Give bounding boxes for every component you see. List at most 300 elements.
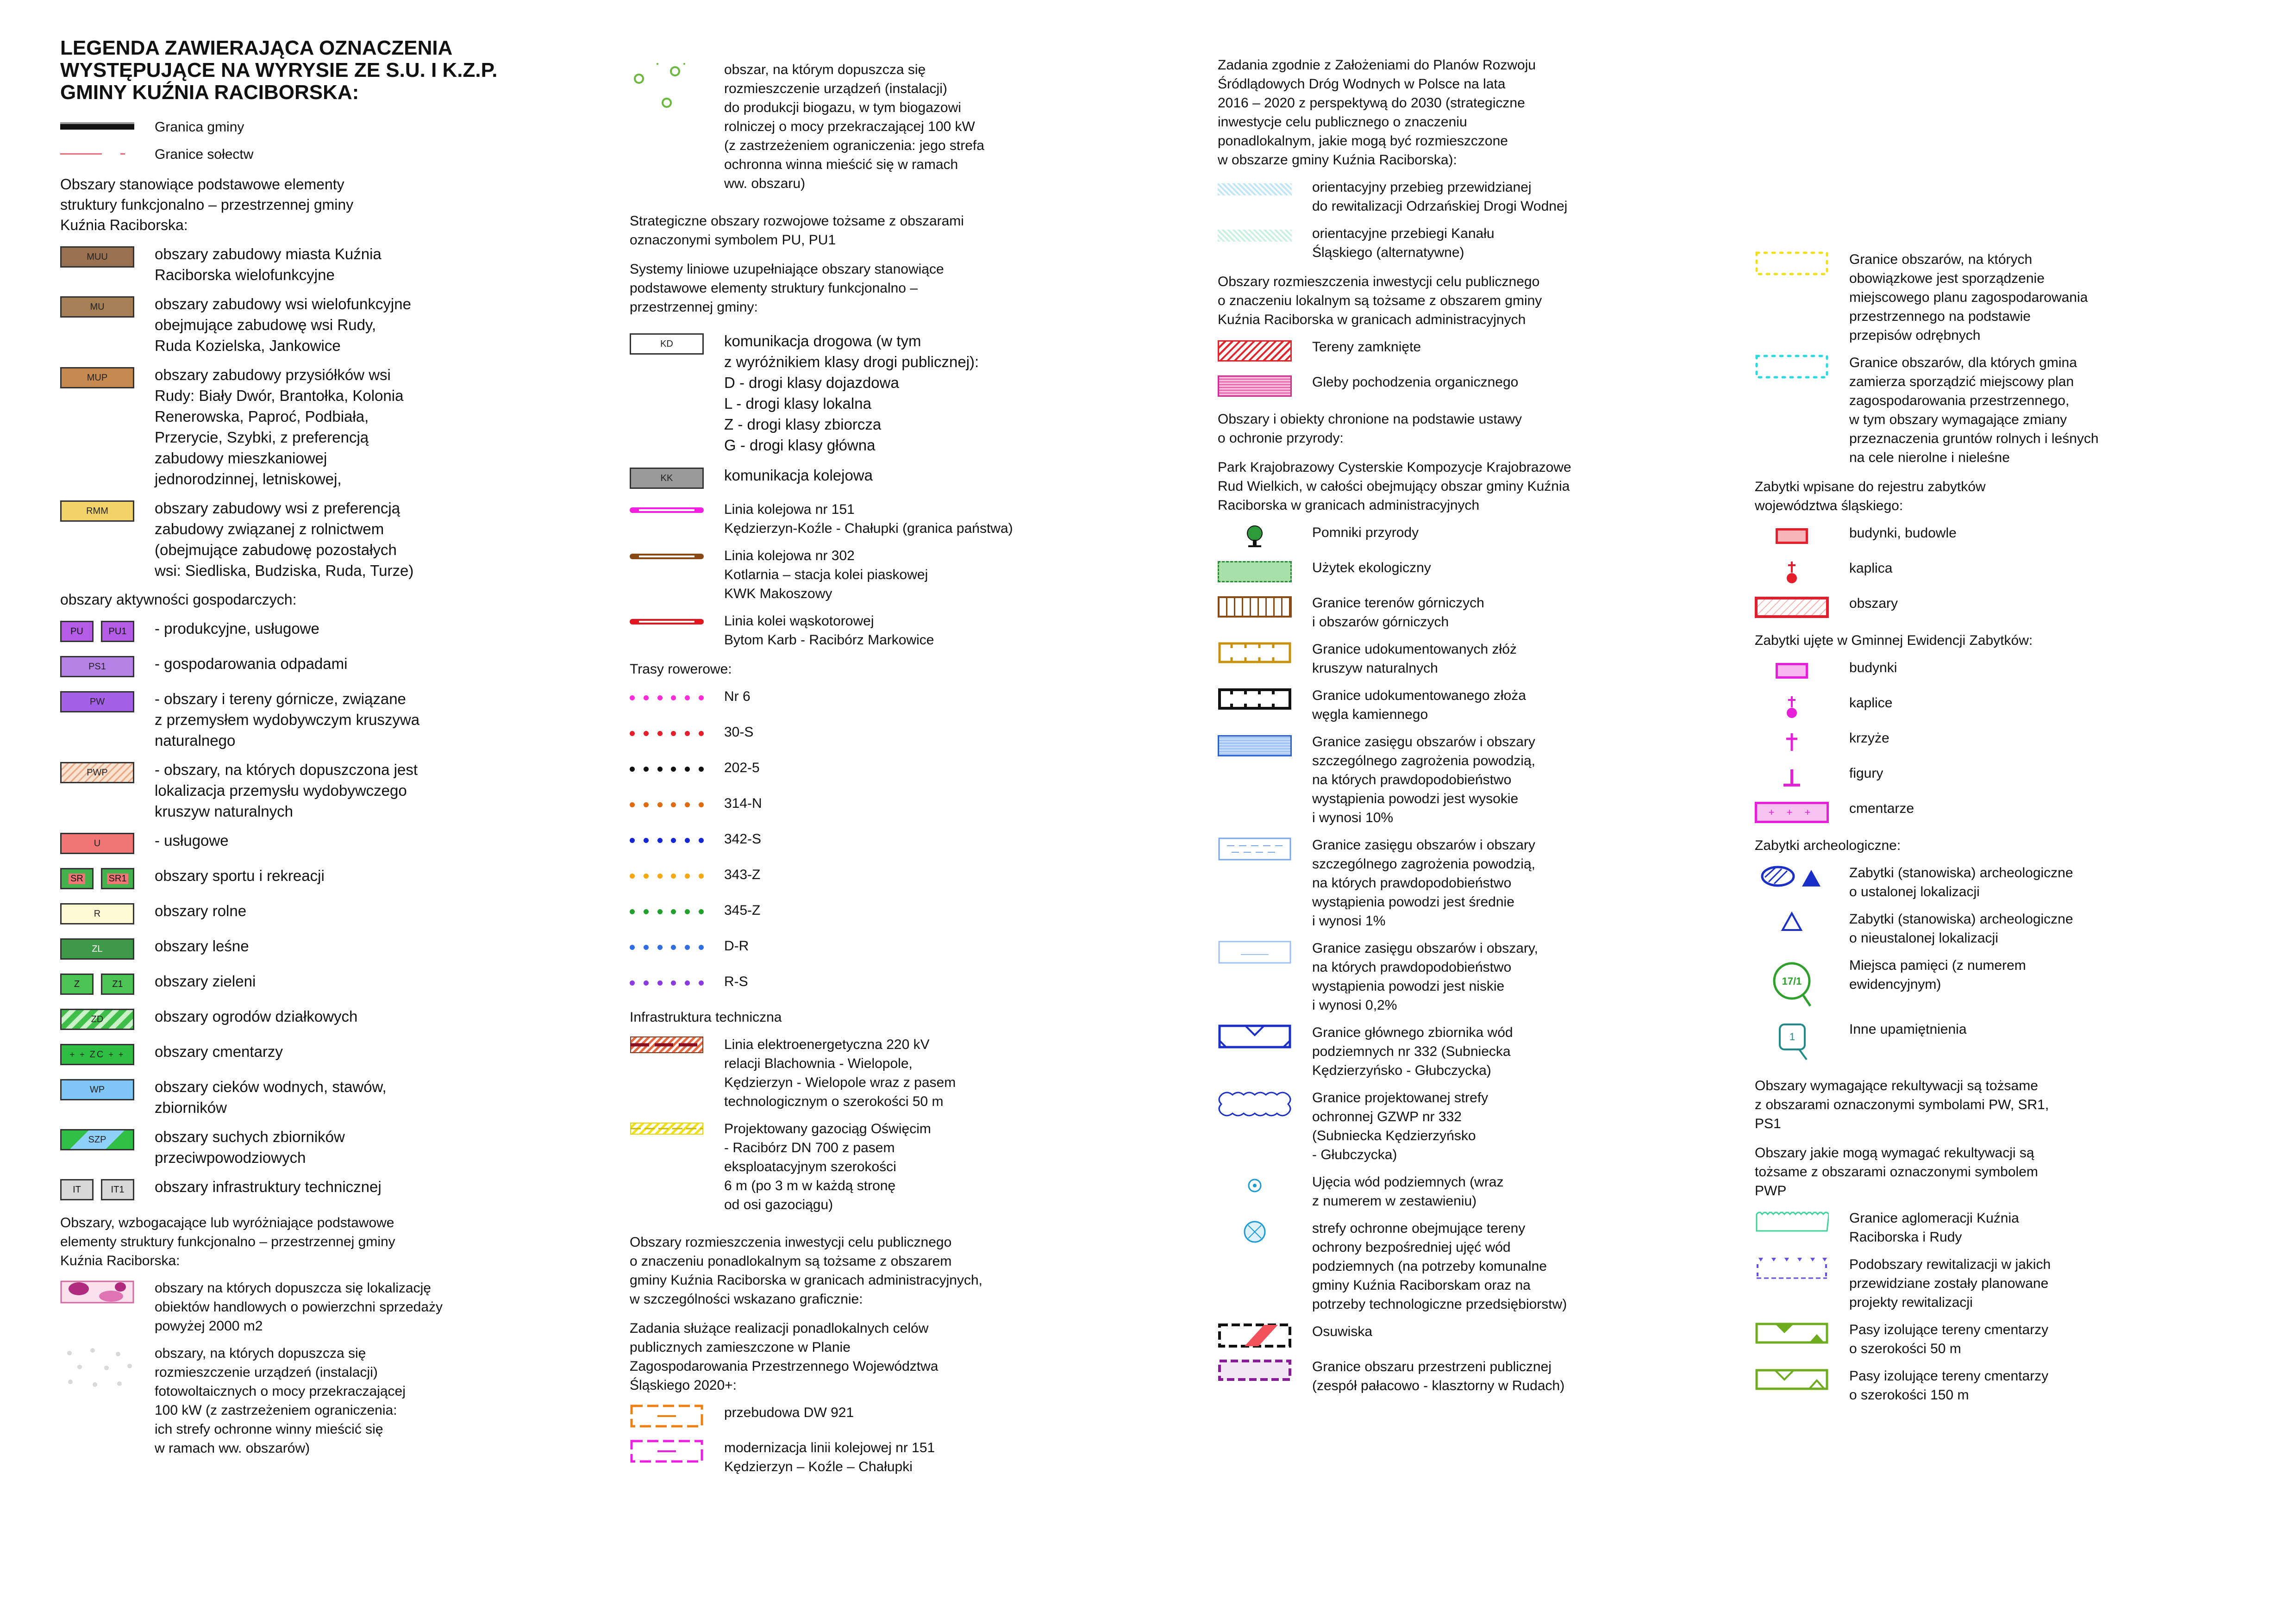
legend-label: budynki, budowle: [1849, 525, 1957, 541]
legend-label: obszary, na których dopuszcza się rozmieszczenie urządzeń (instalacji) fotowoltaicznych o mocy przekraczającej 100 kW (z zastrzeżeniem ograniczenia: ich strefy ochronne winny mieścić się w ramach ww. obszarów): [155, 1346, 406, 1456]
cemetery-buffer-50-icon: [1755, 1320, 1829, 1347]
flood-high-box: [1218, 735, 1292, 756]
pwp-symbol: [60, 759, 134, 786]
legend-label: Granice terenów górniczych i obszarów górniczych: [1312, 595, 1484, 630]
legend-item-gez-figury: [1755, 764, 2273, 791]
legend-item-gez-cmentarze: [1755, 799, 2273, 826]
gzwp-symbol: [1218, 1023, 1292, 1050]
legend-item-inne-upamietnienia: [1755, 1020, 2273, 1066]
bike-route-name: R-S: [724, 974, 748, 989]
legend-item-rail151: [630, 500, 1204, 538]
gez-building-box: [1776, 663, 1808, 679]
z1-box: Z1: [101, 974, 134, 995]
protection-zone-symbol: [1218, 1219, 1292, 1246]
r-symbol: [60, 900, 134, 927]
legend-item-sr: [60, 865, 607, 892]
legend-item-pas-150: [1755, 1367, 2273, 1405]
pu-symbol: [60, 618, 134, 645]
bike-route-dots-symbol: [630, 936, 704, 955]
legend-item-muu: [60, 243, 607, 285]
bike-route-name: 342-S: [724, 831, 762, 847]
legend-label: Użytek ekologiczny: [1312, 560, 1431, 575]
legend-item-granice-solectw: [60, 145, 607, 164]
legend-label: Granice udokumentowanych złóż kruszyw naturalnych: [1312, 642, 1517, 676]
gzwp-zone-icon: [1218, 1088, 1296, 1121]
gez-chapel-symbol: [1755, 693, 1829, 720]
legend-label: Granice sołectw: [155, 147, 254, 162]
mup-symbol: [60, 364, 134, 391]
cemetery-buffer-150-icon: [1755, 1367, 1829, 1393]
legend-label: przebudowa DW 921: [724, 1405, 854, 1420]
legend-item-gez-kaplice: [1755, 693, 2273, 720]
narrow-gauge-line-symbol: [630, 612, 704, 638]
legend-item-rmm: [60, 498, 607, 581]
legend-item-strefa-gzwp: [1218, 1088, 1741, 1164]
coal-deposit-symbol: [1218, 686, 1292, 713]
legend-label: obszary leśne: [155, 937, 249, 955]
retail-area-symbol: [60, 1279, 134, 1305]
registered-area-symbol: [1755, 594, 1829, 621]
legend-label: obszary zabudowy wsi z preferencją zabudowy związanej z rolnictwem (obejmujące zabudowę pozostałych wsi: Siedliska, Budziska, Ruda, Turze): [155, 499, 414, 579]
pw-symbol: [60, 688, 134, 715]
section-header-park: Park Krajobrazowy Cysterskie Kompozycje Krajobrazowe Rud Wielkich, w całości obejmujący obszar gminy Kuźnia Raciborska w granicach administracyjnych: [1218, 460, 1571, 513]
legend-item-rej-kaplica: [1755, 559, 2273, 586]
sr-symbol: [60, 865, 134, 892]
legend-item-pu: [60, 618, 607, 645]
legend-label: obszary: [1849, 596, 1898, 611]
legend-label: Granice obszaru przestrzeni publicznej (zespół pałacowo - klasztorny w Rudach): [1312, 1359, 1565, 1393]
legend-item-gaz: [630, 1119, 1204, 1214]
legend-column-3: [1218, 56, 1741, 1404]
ecological-area-box: [1218, 561, 1292, 582]
memorial-site-icon: [1755, 956, 1829, 1011]
legend-item-gez-krzyze: [1755, 729, 2273, 755]
closed-area-box: [1218, 340, 1292, 362]
rail302-line-symbol: [630, 546, 704, 573]
legend-label: obszary rolne: [155, 902, 247, 919]
legend-label: Granice głównego zbiornika wód podziemnych nr 332 (Subniecka Kędzierzyńsko - Głubczycka): [1312, 1025, 1513, 1078]
u-symbol: [60, 830, 134, 857]
legend-label: kaplice: [1849, 695, 1893, 711]
arch-unlocated-symbol: [1755, 910, 1829, 936]
legend-item-uzytek: [1218, 558, 1741, 585]
legend-item-zamkniete: [1218, 337, 1741, 364]
legend-label: Granice aglomeracji Kuźnia Raciborska i Rudy: [1849, 1211, 2019, 1245]
flood-low-icon: [1218, 939, 1292, 966]
bike-route-name: 343-Z: [724, 867, 761, 882]
sr-box: SR: [60, 868, 94, 889]
legend-item-rej-budynki: [1755, 524, 2273, 550]
section-header-infrastruktura: Infrastruktura techniczna: [630, 1010, 782, 1025]
legend-item-gleby: [1218, 373, 1741, 400]
legend-item-handel: [60, 1279, 607, 1336]
legend-label: obszar, na którym dopuszcza się rozmieszczenie urządzeń (instalacji) do produkcji biogazu, w tym biogazowi rolniczej o mocy przekraczającej 100 kW (z zastrzeżeniem ograniczenia: jego strefa ochronna winna mieścić się w ramach ww. obszaru): [724, 62, 984, 191]
zc-symbol: [60, 1041, 134, 1068]
other-memorial-symbol: [1755, 1020, 1829, 1066]
legend-label: Granice zasięgu obszarów i obszary szczególnego zagrożenia powodzią, na których prawdopodobieństwo wystąpienia powodzi jest wysokie i wynosi 10%: [1312, 734, 1535, 825]
legend-label: obszary zabudowy miasta Kuźnia Raciborska wielofunkcyjne: [155, 245, 382, 283]
legend-item-szp: [60, 1126, 607, 1168]
legend-label: orientacyjny przebieg przewidzianej do rewitalizacji Odrzańskiej Drogi Wodnej: [1312, 180, 1568, 214]
legend-label: Projektowany gazociąg Oświęcim - Racibórz DN 700 z pasem eksploatacyjnym szerokości 6 m (po 3 m w każdą stronę od osi gazociągu): [724, 1121, 931, 1212]
legend-item-biogaz: [630, 60, 1204, 193]
cross-icon: [1755, 729, 1829, 755]
flood-medium-symbol: [1218, 836, 1292, 862]
closed-area-symbol: [1218, 337, 1292, 364]
u-box: U: [60, 833, 134, 854]
organic-soil-symbol: [1218, 373, 1292, 400]
chapel-icon: [1755, 559, 1829, 586]
legend-label: Granice obszarów, na których obowiązkowe jest sporządzenie miejscowego planu zagospodarowania przestrzennego na podstawie przepisów odrębnych: [1849, 252, 2088, 343]
gas-pipeline-symbol: [630, 1119, 704, 1146]
legend-item-trasa: [630, 901, 1204, 920]
zd-box: ZD: [60, 1009, 134, 1030]
legend-label: obszary ogrodów działkowych: [155, 1008, 358, 1025]
ps1-symbol: [60, 653, 134, 680]
legend-item-zmiany: [1755, 353, 2273, 467]
legend-label: - obszary i tereny górnicze, związane z przemysłem wydobywczym kruszywa naturalnego: [155, 690, 420, 749]
it1-box: IT1: [101, 1179, 134, 1200]
kk-symbol: [630, 465, 704, 492]
bike-route-dots-symbol: [630, 758, 704, 777]
legend-label: Zabytki (stanowiska) archeologiczne o nieustalonej lokalizacji: [1849, 911, 2073, 946]
legend-label: Tereny zamknięte: [1312, 339, 1421, 355]
zc-box: + + ZC + +: [60, 1044, 134, 1065]
legend-label: obszary cieków wodnych, stawów, zbiorników: [155, 1078, 387, 1116]
mu-box: MU: [60, 296, 134, 318]
biogas-symbol: [630, 60, 704, 130]
legend-label: kaplica: [1849, 561, 1893, 576]
gez-chapel-icon: [1755, 693, 1829, 720]
bike-route-dots-symbol: [630, 723, 704, 741]
legend-label: - obszary, na których dopuszczona jest lokalizacja przemysłu wydobywczego kruszyw naturalnych: [155, 761, 418, 820]
bike-route-dots-symbol: [630, 972, 704, 991]
legend-label: Ujęcia wód podziemnych (wraz z numerem w zestawieniu): [1312, 1174, 1504, 1209]
dw921-dashed-box-icon: [630, 1403, 704, 1430]
mod151-symbol: [630, 1438, 704, 1465]
cemetery-buffer-150-symbol: [1755, 1367, 1829, 1393]
section-header-rekultywacja-2: Obszary jakie mogą wymagać rekultywacji są tożsame z obszarami oznaczonymi symbolem PWP: [1755, 1145, 2038, 1199]
legend-item-arch-ustalona: [1755, 863, 2273, 901]
legend-item-wp: [60, 1076, 607, 1118]
legend-label: - gospodarowania odpadami: [155, 655, 348, 672]
gas-pipeline-icon: [630, 1119, 704, 1146]
legend-item-wegiel: [1218, 686, 1741, 724]
legend-item-rail302: [630, 546, 1204, 603]
legend-item-trasa: [630, 758, 1204, 777]
gez-figure-symbol: [1755, 764, 1829, 791]
legend-item-trasa: [630, 687, 1204, 706]
planned-plan-icon: [1755, 353, 1829, 380]
section-header-ponadlokalne: Obszary rozmieszczenia inwestycji celu publicznego o znaczeniu ponadlokalnym są tożsame z obszarem gminy Kuźnia Raciborska w granicach administracyjnych, w szczególności wskazano graficznie:: [630, 1235, 982, 1307]
legend-column-1: [60, 37, 607, 1466]
legend-item-odra: [1218, 178, 1741, 216]
retail-pattern-icon: [60, 1279, 134, 1305]
legend-item-rewitalizacja: [1755, 1255, 2273, 1312]
tree-icon: [1218, 523, 1292, 550]
zl-box: ZL: [60, 938, 134, 960]
aggregate-deposit-symbol: [1218, 640, 1292, 667]
legend-label: obszary zabudowy wsi wielofunkcyjne obejmujące zabudowę wsi Rudy, Ruda Kozielska, Jankowice: [155, 295, 411, 354]
muu-box: MUU: [60, 246, 134, 268]
legend-label: obszary sportu i rekreacji: [155, 867, 325, 884]
kd-symbol: [630, 331, 704, 357]
legend-label: obszary na których dopuszcza się lokalizację obiektów handlowych o powierzchni sprzedaży powyżej 2000 m2: [155, 1280, 443, 1334]
gzwp-icon: [1218, 1023, 1292, 1050]
legend-item-railwask: [630, 612, 1204, 649]
flood-medium-icon: [1218, 836, 1292, 862]
z-symbol: [60, 971, 134, 998]
bike-route-name: 345-Z: [724, 903, 761, 918]
section-header-rekultywacja-1: Obszary wymagające rekultywacji są tożsame z obszarami oznaczonymi symbolami PW, SR1, PS1: [1755, 1078, 2049, 1131]
memorial-site-symbol: [1755, 956, 1829, 1011]
zl-symbol: [60, 936, 134, 962]
mup-box: MUP: [60, 367, 134, 388]
legend-item-trasa: [630, 865, 1204, 884]
protection-zone-icon: [1218, 1219, 1292, 1246]
village-border-symbol: [60, 145, 134, 163]
municipality-border-symbol: [60, 118, 134, 136]
szp-symbol: [60, 1126, 134, 1153]
section-header-lokalne: Obszary rozmieszczenia inwestycji celu publicznego o znaczeniu lokalnym są tożsame z obszarem gminy Kuźnia Raciborska w granicach administracyjnych: [1218, 274, 1542, 327]
pu-box: PU: [60, 621, 94, 642]
section-header-strategiczne: Strategiczne obszary rozwojowe tożsame z obszarami oznaczonymi symbolem PU, PU1: [630, 213, 964, 248]
legend-label: Gleby pochodzenia organicznego: [1312, 375, 1519, 390]
legend-item-gzwp: [1218, 1023, 1741, 1080]
wp-symbol: [60, 1076, 134, 1103]
coal-deposit-icon: [1218, 686, 1292, 713]
other-memorial-number: 1: [1789, 1031, 1796, 1042]
legend-label: - usługowe: [155, 832, 229, 849]
legend-item-u: [60, 830, 607, 857]
bike-route-dots-symbol: [630, 687, 704, 705]
mandatory-plan-icon: [1755, 250, 1829, 277]
legend-label: obszary cmentarzy: [155, 1043, 283, 1060]
rail151-line-symbol: [630, 500, 704, 527]
legend-label: Linia kolejowa nr 302 Kotlarnia – stacja kolei piaskowej KWK Makoszowy: [724, 548, 928, 601]
legend-item-zespol: [1218, 1357, 1741, 1395]
revitalization-symbol: [1755, 1255, 1829, 1282]
it-symbol: [60, 1176, 134, 1203]
pu1-box: PU1: [101, 621, 134, 642]
ps1-box: PS1: [60, 656, 134, 677]
landslide-symbol: [1218, 1322, 1292, 1349]
gez-cemetery-box: + + +: [1755, 802, 1829, 823]
legend-label: Pasy izolujące tereny cmentarzy o szerokości 150 m: [1849, 1368, 2049, 1403]
legend-label: orientacyjne przebiegi Kanału Śląskiego (alternatywne): [1312, 226, 1495, 260]
legend-item-trasa: [630, 723, 1204, 742]
bike-route-name: 30-S: [724, 724, 754, 740]
section-header-systemy: Systemy liniowe uzupełniające obszary stanowiące podstawowe elementy struktury funkcjonalno – przestrzennej gminy:: [630, 262, 944, 315]
legend-item-pas-50: [1755, 1320, 2273, 1358]
bike-route-dots-symbol: [630, 901, 704, 919]
legend-item-gornicze: [1218, 593, 1741, 631]
bike-route-dots-symbol: [630, 794, 704, 812]
bike-route-dots-symbol: [630, 830, 704, 848]
ecological-area-symbol: [1218, 558, 1292, 585]
registered-building-box: [1776, 528, 1808, 544]
legend-label: obszary zabudowy przysiółków wsi Rudy: Biały Dwór, Brantołka, Kolonia Renerowska, Paproć, Podbiała, Przerycie, Szybki, z preferencją zabudowy mieszkaniowej jednorodzinnej, letniskowej,: [155, 366, 404, 487]
legend-label: Granice zasięgu obszarów i obszary, na których prawdopodobieństwo wystąpienia powodzi jest niskie i wynosi 0,2%: [1312, 941, 1538, 1013]
power-line-icon: [630, 1035, 704, 1062]
legend-label: obszary suchych zbiorników przeciwpowodziowych: [155, 1128, 345, 1166]
aggregate-deposit-icon: [1218, 640, 1292, 667]
water-intake-icon: [1218, 1173, 1292, 1199]
legend-label: Granica gminy: [155, 119, 244, 135]
legend-label: - produkcyjne, usługowe: [155, 620, 319, 637]
legend-label: cmentarze: [1849, 801, 1914, 816]
gez-building-symbol: [1755, 658, 1829, 685]
section-header-archeologiczne: Zabytki archeologiczne:: [1755, 838, 1901, 853]
legend-label: krzyże: [1849, 730, 1889, 746]
legend-label: Podobszary rewitalizacji w jakich przewidziane zostały planowane projekty rewitalizacji: [1849, 1257, 2051, 1310]
power-line-symbol: [630, 1035, 704, 1062]
sr1-box: SR1: [101, 868, 134, 889]
mandatory-plan-symbol: [1755, 250, 1829, 277]
legend-item-mpzp: [1755, 250, 2273, 345]
legend-label: Zabytki (stanowiska) archeologiczne o ustalonej lokalizacji: [1849, 865, 2073, 899]
legend-item-pwp: [60, 759, 607, 822]
other-memorial-icon: [1755, 1020, 1829, 1066]
legend-label: budynki: [1849, 660, 1897, 675]
photovoltaic-area-symbol: [60, 1344, 134, 1371]
legend-item-trasa: [630, 972, 1204, 991]
section-header-chronione: Obszary i obiekty chronione na podstawie ustawy o ochronie przyrody:: [1218, 412, 1522, 446]
gez-cemetery-symbol: [1755, 799, 1829, 826]
flood-low-symbol: [1218, 939, 1292, 966]
legend-item-miejsca-pamieci: [1755, 956, 2273, 1011]
section-header-drogi-wodne: Zadania zgodnie z Założeniami do Planów Rozwoju Śródlądowych Dróg Wodnych w Polsce na lata 2016 – 2020 z perspektywą do 2030 (strategiczne inwestycje celu publicznego o znaczeniu ponadlokalnym, jakie mogą być rozmieszczone w obszarze gminy Kuźnia Raciborska):: [1218, 57, 1536, 168]
gez-cross-symbol: [1755, 729, 1829, 755]
kk-box: KK: [630, 468, 704, 489]
legend-item-ujecia: [1218, 1173, 1741, 1211]
legend-item-powodz-1: [1218, 836, 1741, 930]
mining-area-symbol: [1218, 593, 1292, 620]
legend-item-strefy-ochronne: [1218, 1219, 1741, 1314]
legend-item-trasa: [630, 794, 1204, 813]
legend-column-4: [1755, 250, 2273, 1413]
legend-item-arch-nieustalona: [1755, 910, 2273, 948]
legend-label: komunikacja kolejowa: [724, 467, 873, 484]
section-header-gospodarcze: obszary aktywności gospodarczych:: [60, 591, 297, 608]
natural-monument-symbol: [1218, 523, 1292, 550]
legend-item-pw: [60, 688, 607, 751]
legend-item-granica-gminy: [60, 118, 607, 137]
legend-label: Linia elektroenergetyczna 220 kV relacji Blachownia - Wielopole, Kędzierzyn - Wielopole wraz z pasem technologicznym o szerokości 50 m: [724, 1037, 956, 1109]
legend-item-kruszywa: [1218, 640, 1741, 678]
registered-area-box: [1755, 597, 1829, 618]
legend-item-pomniki: [1218, 523, 1741, 550]
legend-item-kd: [630, 331, 1204, 456]
legend-item-zc: [60, 1041, 607, 1068]
legend-item-z: [60, 971, 607, 998]
legend-item-powodz-02: [1218, 939, 1741, 1015]
canal-symbol: [1218, 224, 1292, 251]
legend-label: Linia kolejowa nr 151 Kędzierzyn-Koźle - Chałupki (granica państwa): [724, 502, 1013, 536]
legend-item-trasa: [630, 936, 1204, 955]
legend-item-zd: [60, 1006, 607, 1033]
section-header-wzbogacajace: Obszary, wzbogacające lub wyróżniające podstawowe elementy struktury funkcjonalno – przestrzennej gminy Kuźnia Raciborska:: [60, 1215, 395, 1268]
legend-label: obszary zieleni: [155, 973, 256, 990]
pw-box: PW: [60, 691, 134, 712]
r-box: R: [60, 903, 134, 924]
biogas-circles-icon: [630, 60, 704, 130]
flood-high-symbol: [1218, 732, 1292, 759]
legend-item-aglomeracja: [1755, 1209, 2273, 1247]
legend-item-it: [60, 1176, 607, 1203]
legend-item-elektro: [630, 1035, 1204, 1111]
legend-label: Granice udokumentowanego złoża węgla kamiennego: [1312, 688, 1526, 722]
bike-route-name: Nr 6: [724, 689, 751, 704]
legend-item-fotowoltaika: [60, 1344, 607, 1458]
legend-label: Miejsca pamięci (z numerem ewidencyjnym): [1849, 958, 2026, 992]
legend-item-kk: [630, 465, 1204, 492]
legend-item-kanal: [1218, 224, 1741, 262]
legend-label: Pasy izolujące tereny cmentarzy o szerokości 50 m: [1849, 1322, 2049, 1356]
zd-symbol: [60, 1006, 134, 1033]
legend-item-rej-obszary: [1755, 594, 2273, 621]
legend-item-mu: [60, 293, 607, 356]
legend-label: Linia kolei wąskotorowej Bytom Karb - Racibórz Markowice: [724, 613, 934, 648]
legend-label: Pomniki przyrody: [1312, 525, 1419, 540]
legend-label: Granice zasięgu obszarów i obszary szczególnego zagrożenia powodzią, na których prawdopodobieństwo wystąpienia powodzi jest średnie i wynosi 1%: [1312, 837, 1535, 929]
legend-label: Granice obszarów, dla których gmina zamierza sporządzić miejscowy plan zagospodarowania przestrzennego, w tym obszary wymagające zmiany przeznaczenia gruntów rolnych i leśnych na cele nierolne i nieleśne: [1849, 355, 2099, 465]
registered-chapel-symbol: [1755, 559, 1829, 586]
figure-icon: [1755, 764, 1829, 791]
section-header-zadania: Zadania służące realizacji ponadlokalnych celów publicznych zamieszczone w Planie Zagospodarowania Przestrzennego Województwa Śląskiego 2020+:: [630, 1321, 938, 1393]
wp-box: WP: [60, 1079, 134, 1100]
legend-label: Granice projektowanej strefy ochronnej GZWP nr 332 (Subniecka Kędzierzyńsko - Głubczycka): [1312, 1090, 1489, 1162]
odra-waterway-symbol: [1218, 178, 1292, 205]
pv-dots-icon: [60, 1344, 134, 1395]
legend-item-mod151: [630, 1438, 1204, 1476]
agglomeration-symbol: [1755, 1209, 1829, 1236]
szp-box: SZP: [60, 1129, 134, 1150]
legend-item-trasa: [630, 830, 1204, 849]
pwp-box: PWP: [60, 762, 134, 783]
planned-plan-symbol: [1755, 353, 1829, 380]
z-box: Z: [60, 974, 94, 995]
section-header-gez: Zabytki ujęte w Gminnej Ewidencji Zabytków:: [1755, 633, 2033, 648]
rmm-box: RMM: [60, 500, 134, 522]
mu-symbol: [60, 293, 134, 320]
bike-route-name: 314-N: [724, 796, 762, 811]
kd-box: KD: [630, 333, 704, 355]
revitalization-icon: [1755, 1255, 1829, 1282]
agglomeration-icon: [1755, 1209, 1829, 1236]
legend-label: obszary infrastruktury technicznej: [155, 1178, 382, 1195]
legend-item-osuwiska: [1218, 1322, 1741, 1349]
arch-located-icon: [1755, 863, 1829, 890]
legend-item-powodz-10: [1218, 732, 1741, 827]
legend-item-gez-budynki: [1755, 658, 2273, 685]
public-space-symbol: [1218, 1357, 1292, 1384]
registered-building-symbol: [1755, 524, 1829, 550]
landslide-icon: [1218, 1322, 1292, 1349]
legend-item-zl: [60, 936, 607, 962]
bike-route-dots-symbol: [630, 865, 704, 884]
triangle-outline-icon: [1755, 910, 1829, 936]
mod151-dashed-box-icon: [630, 1438, 704, 1465]
rmm-symbol: [60, 498, 134, 524]
legend-column-2: [630, 60, 1204, 1485]
it-box: IT: [60, 1179, 94, 1200]
organic-soil-box: [1218, 375, 1292, 397]
section-header-rejestr: Zabytki wpisane do rejestru zabytków województwa śląskiego:: [1755, 479, 1986, 513]
section-header-podstawowe: Obszary stanowiące podstawowe elementy struktury funkcjonalno – przestrzennej gminy Kuźnia Raciborska:: [60, 176, 354, 233]
legend-label: modernizacja linii kolejowej nr 151 Kędzierzyn – Koźle – Chałupki: [724, 1440, 935, 1474]
legend-item-r: [60, 900, 607, 927]
